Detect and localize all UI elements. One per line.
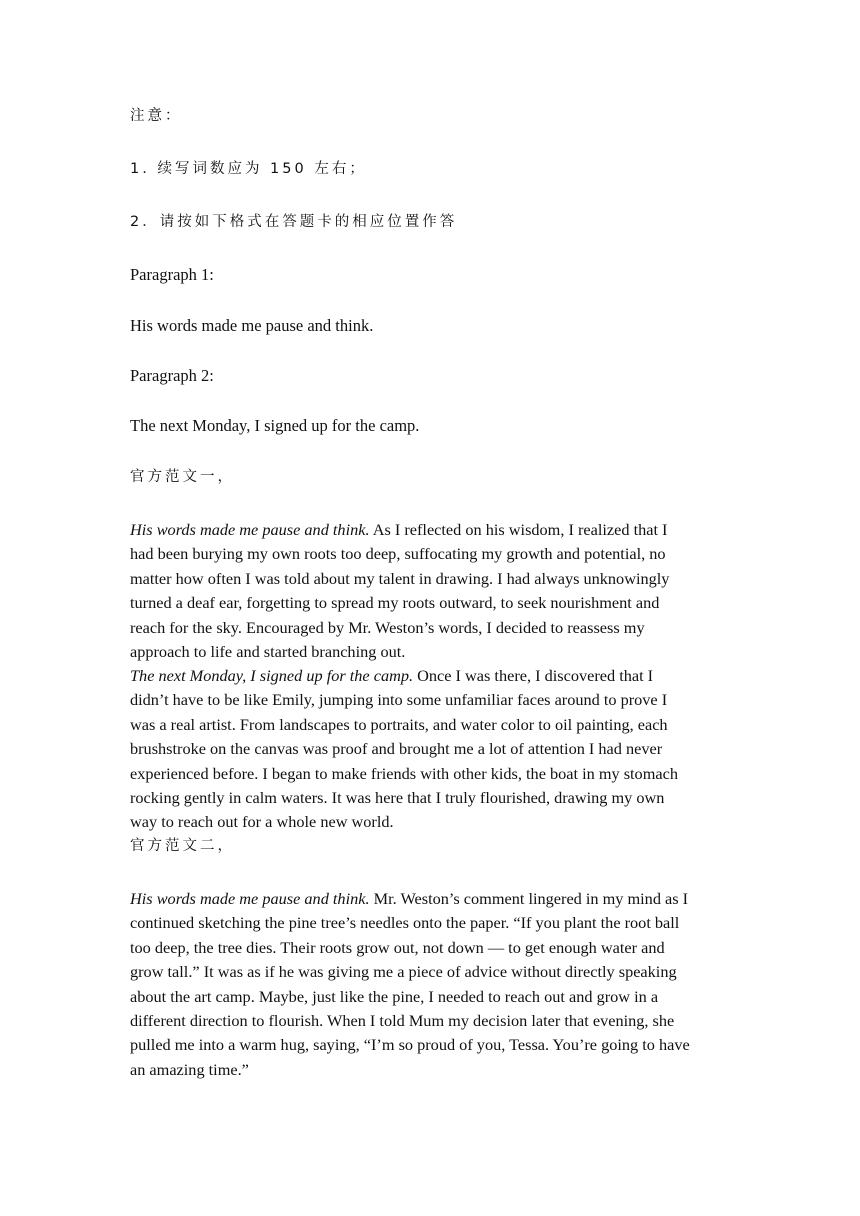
notes-item-1: 1. 续写词数应为 150 左右； (130, 161, 367, 177)
text-line: rocking gently in calm waters. It was here that I truly flourished, drawing my own (130, 788, 665, 808)
paragraph-1-label: Paragraph 1: (130, 265, 214, 284)
text-line: turned a deaf ear, forgetting to spread my roots outward, to seek nourishment and (130, 593, 660, 613)
text-line: His words made me pause and think. Mr. Weston’s comment lingered in my mind as I (130, 889, 689, 908)
text-line: too deep, the tree dies. Their roots grow out, not down — to get enough water and (130, 937, 665, 957)
text-line: matter how often I was told about my talent in drawing. I had always unknowingly (130, 568, 670, 588)
text-line: reach for the sky. Encouraged by Mr. Weston’s words, I decided to reassess my (130, 617, 645, 637)
text-line: brushstroke on the canvas was proof and brought me a lot of attention I had never (130, 739, 663, 759)
text-line: The next Monday, I signed up for the camp. Once I was there, I discovered that I (130, 666, 654, 685)
sample-1-paragraph-1 (130, 518, 734, 664)
sample-2-heading: 官方范文二， (130, 838, 235, 854)
text-line: continued sketching the pine tree’s needles onto the paper. “If you plant the root ball (130, 913, 680, 933)
sample-2-paragraph-1 (130, 887, 734, 1082)
text-line: way to reach out for a whole new world. (130, 812, 394, 832)
paragraph-1-opening: His words made me pause and think. (130, 316, 374, 335)
text-line: approach to life and started branching out. (130, 642, 406, 662)
text-line: an amazing time.” (130, 1059, 249, 1079)
text-line: didn’t have to be like Emily, jumping into some unfamiliar faces around to prove I (130, 690, 668, 710)
sample-1-heading: 官方范文一， (130, 469, 235, 485)
italic-opening: His words made me pause and think. (130, 889, 370, 908)
paragraph-2-opening: The next Monday, I signed up for the camp. (130, 416, 420, 435)
text-line: His words made me pause and think. As I reflected on his wisdom, I realized that I (130, 520, 668, 539)
text-line: was a real artist. From landscapes to portraits, and water color to oil painting, each (130, 714, 668, 734)
text-line: had been burying my own roots too deep, suffocating my growth and potential, no (130, 544, 666, 564)
text-line: different direction to flourish. When I told Mum my decision later that evening, she (130, 1011, 675, 1031)
italic-opening: His words made me pause and think. (130, 520, 370, 539)
paragraph-2-label: Paragraph 2: (130, 366, 214, 385)
italic-opening: The next Monday, I signed up for the camp. (130, 666, 414, 685)
sample-1-paragraph-2 (130, 664, 734, 835)
text-line: pulled me into a warm hug, saying, “I’m so proud of you, Tessa. You’re going to have (130, 1035, 690, 1055)
text-line: experienced before. I began to make friends with other kids, the boat in my stomach (130, 763, 678, 783)
notes-title: 注意： (130, 108, 183, 124)
text-line: grow tall.” It was as if he was giving me a piece of advice without directly speaking (130, 962, 677, 982)
text-line: about the art camp. Maybe, just like the pine, I needed to reach out and grow in a (130, 986, 659, 1006)
notes-item-2: 2．请按如下格式在答题卡的相应位置作答 (130, 214, 458, 230)
